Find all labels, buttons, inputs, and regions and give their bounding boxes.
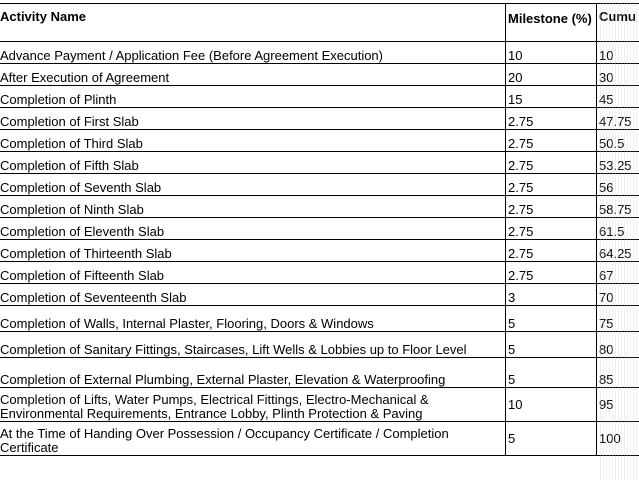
activity-cell: Completion of Eleventh Slab xyxy=(0,218,506,240)
activity-cell: Advance Payment / Application Fee (Before Agreement Execution) xyxy=(0,42,506,64)
activity-cell: At the Time of Handing Over Possession / Occupancy Certificate / Completion Certificate xyxy=(0,422,506,456)
table-row xyxy=(0,306,639,332)
cumulative-cell: 53.25 xyxy=(597,152,639,174)
cumulative-cell: 47.75 xyxy=(597,108,639,130)
activity-cell: Completion of Thirteenth Slab xyxy=(0,240,506,262)
header-milestone: Milestone (%) xyxy=(506,4,597,42)
milestone-cell: 2.75 xyxy=(506,240,597,262)
table-row xyxy=(0,388,639,422)
milestone-cell: 10 xyxy=(506,42,597,64)
table-row xyxy=(0,422,639,456)
milestone-cell: 3 xyxy=(506,284,597,306)
milestone-cell: 2.75 xyxy=(506,130,597,152)
milestone-cell: 5 xyxy=(506,358,597,388)
table-row xyxy=(0,86,639,108)
payment-schedule-table xyxy=(0,3,639,456)
milestone-cell: 10 xyxy=(506,388,597,422)
milestone-cell: 20 xyxy=(506,64,597,86)
header-cumulative: Cumu xyxy=(597,4,639,42)
cumulative-cell: 30 xyxy=(597,64,639,86)
milestone-cell: 2.75 xyxy=(506,218,597,240)
cumulative-cell: 10 xyxy=(597,42,639,64)
table-row xyxy=(0,196,639,218)
milestone-cell: 15 xyxy=(506,86,597,108)
cumulative-cell: 58.75 xyxy=(597,196,639,218)
cumulative-cell: 61.5 xyxy=(597,218,639,240)
milestone-cell: 2.75 xyxy=(506,174,597,196)
table-row xyxy=(0,332,639,358)
cumulative-cell: 85 xyxy=(597,358,639,388)
activity-cell: Completion of Sanitary Fittings, Staircases, Lift Wells & Lobbies up to Floor Level xyxy=(0,332,506,358)
table-row xyxy=(0,218,639,240)
milestone-cell: 2.75 xyxy=(506,196,597,218)
activity-cell: Completion of Walls, Internal Plaster, Flooring, Doors & Windows xyxy=(0,306,506,332)
table-row xyxy=(0,152,639,174)
activity-cell: Completion of First Slab xyxy=(0,108,506,130)
cumulative-cell: 80 xyxy=(597,332,639,358)
milestone-cell: 5 xyxy=(506,332,597,358)
activity-cell: Completion of Plinth xyxy=(0,86,506,108)
table-row xyxy=(0,64,639,86)
activity-cell: Completion of Third Slab xyxy=(0,130,506,152)
table-row xyxy=(0,240,639,262)
activity-cell: Completion of Lifts, Water Pumps, Electrical Fittings, Electro-Mechanical & Environmental Requirements, Entrance Lobby, Plinth Protection & Paving xyxy=(0,388,506,422)
milestone-cell: 2.75 xyxy=(506,152,597,174)
milestone-cell: 5 xyxy=(506,422,597,456)
cumulative-cell: 95 xyxy=(597,388,639,422)
table-row xyxy=(0,262,639,284)
header-row xyxy=(0,4,639,42)
cumulative-cell: 67 xyxy=(597,262,639,284)
table-row xyxy=(0,284,639,306)
cumulative-cell: 56 xyxy=(597,174,639,196)
activity-cell: Completion of Seventh Slab xyxy=(0,174,506,196)
table-row xyxy=(0,358,639,388)
milestone-cell: 2.75 xyxy=(506,262,597,284)
milestone-cell: 5 xyxy=(506,306,597,332)
cumulative-cell: 64.25 xyxy=(597,240,639,262)
cumulative-cell: 45 xyxy=(597,86,639,108)
cumulative-cell: 70 xyxy=(597,284,639,306)
table-row xyxy=(0,108,639,130)
activity-cell: After Execution of Agreement xyxy=(0,64,506,86)
cumulative-cell: 100 xyxy=(597,422,639,456)
activity-cell: Completion of Fifteenth Slab xyxy=(0,262,506,284)
table-row xyxy=(0,42,639,64)
header-activity-name: Activity Name xyxy=(0,4,506,42)
table-row xyxy=(0,130,639,152)
cumulative-cell: 75 xyxy=(597,306,639,332)
milestone-cell: 2.75 xyxy=(506,108,597,130)
table-row xyxy=(0,174,639,196)
activity-cell: Completion of Seventeenth Slab xyxy=(0,284,506,306)
activity-cell: Completion of Fifth Slab xyxy=(0,152,506,174)
activity-cell: Completion of External Plumbing, External Plaster, Elevation & Waterproofing xyxy=(0,358,506,388)
cumulative-cell: 50.5 xyxy=(597,130,639,152)
activity-cell: Completion of Ninth Slab xyxy=(0,196,506,218)
